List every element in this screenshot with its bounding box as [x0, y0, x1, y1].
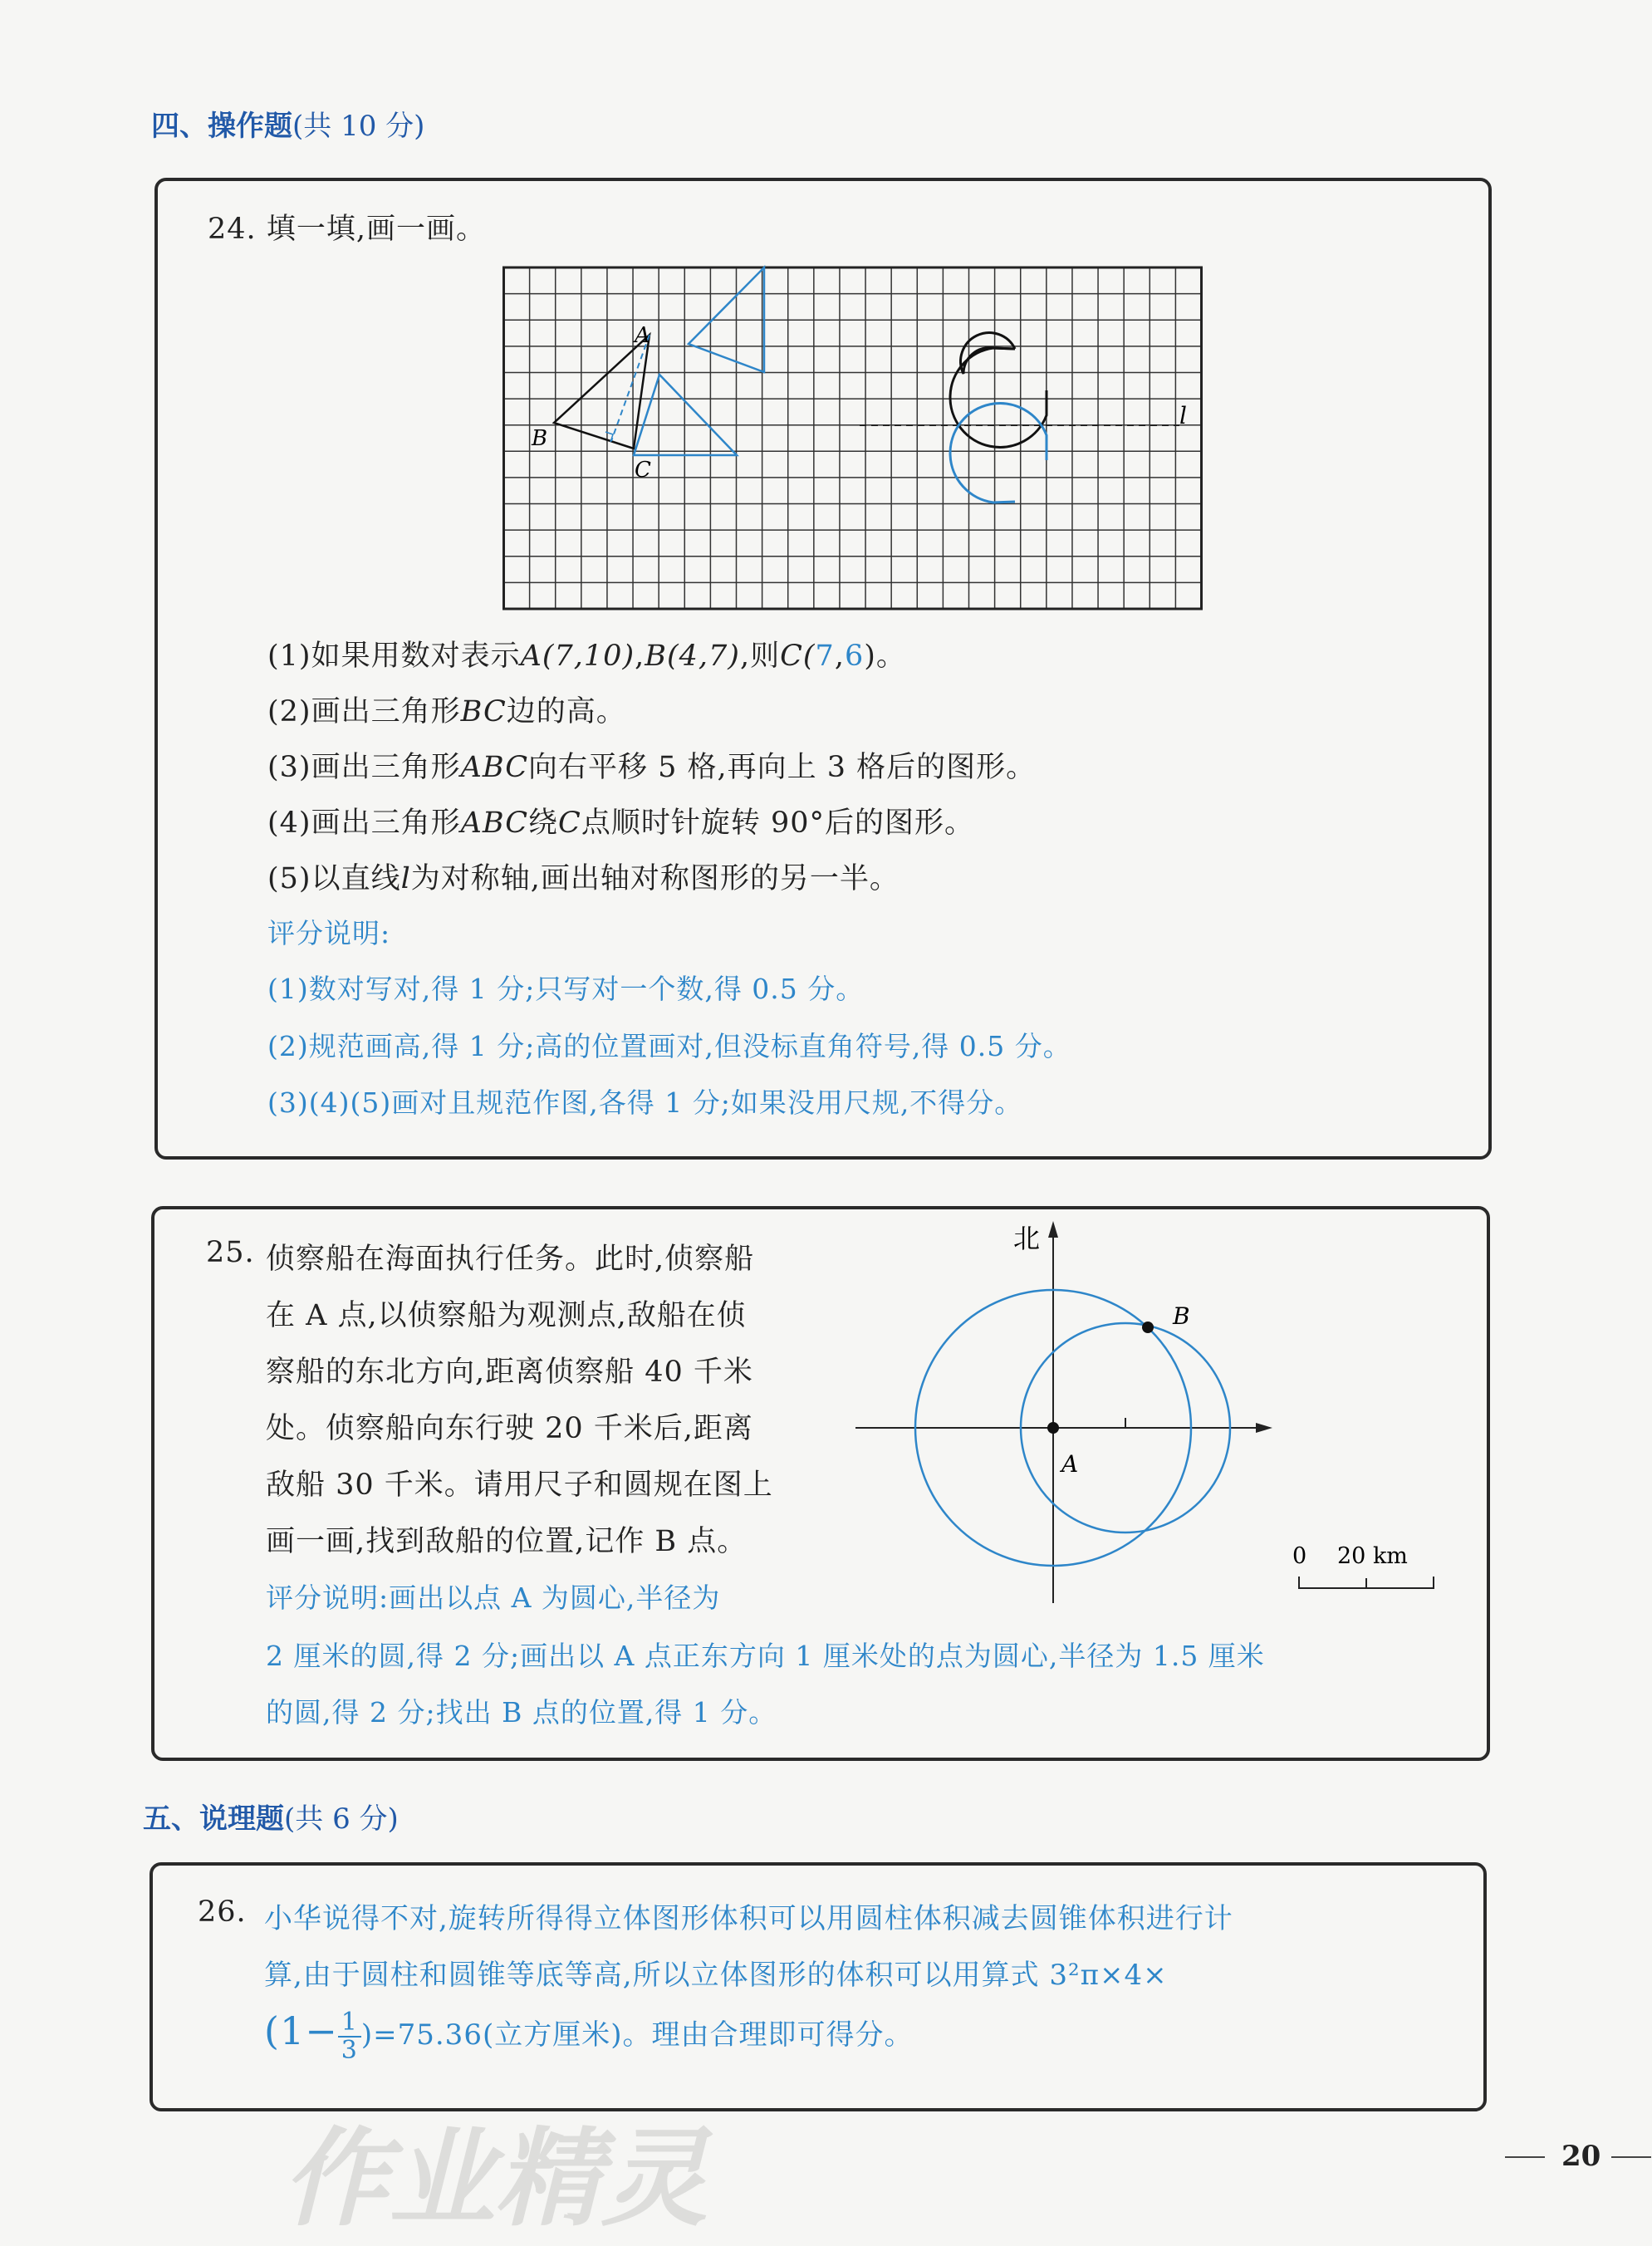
point-a — [1047, 1422, 1059, 1434]
q24-item-5-end: 为对称轴,画出轴对称图形的另一半。 — [410, 862, 900, 895]
q24-item-1-end: )。 — [864, 640, 906, 673]
label-a: A — [635, 323, 650, 348]
q25-scoring-3: 的圆,得 2 分;找出 B 点的位置,得 1 分。 — [266, 1696, 777, 1729]
label-a: A — [1061, 1450, 1079, 1478]
q25-line-3: 察船的东北方向,距离侦察船 40 千米 — [266, 1356, 753, 1389]
page-number-rule-left — [1505, 2156, 1545, 2158]
q25-scoring-1: 评分说明:画出以点 A 为圆心,半径为 — [266, 1582, 721, 1614]
q26-frac-num: 1 — [338, 2009, 361, 2038]
q25-line-2: 在 A 点,以侦察船为观测点,敌船在侦 — [266, 1299, 747, 1332]
q25-line-5: 敌船 30 千米。请用尺子和圆规在图上 — [266, 1469, 773, 1502]
q24-item-5-text: (5)以直线 — [267, 862, 401, 895]
east-arrow — [1256, 1423, 1272, 1433]
grid-lines — [504, 267, 1202, 609]
q24-item-3-abc: ABC — [460, 751, 529, 784]
point-b — [1142, 1322, 1154, 1333]
page-number: 20 — [1561, 2140, 1601, 2173]
question-24-grid-figure — [498, 264, 1204, 613]
q26-expr-open: (1− — [264, 2008, 338, 2053]
q24-item-1-a: A(7,10) — [520, 640, 635, 673]
q24-item-2-bc: BC — [460, 695, 507, 728]
grid-frame — [504, 267, 1202, 609]
q24-scoring-3: (3)(4)(5)画对且规范作图,各得 1 分;如果没用尺规,不得分。 — [267, 1086, 1023, 1119]
original-half-outline — [950, 348, 1047, 447]
q24-item-3 — [267, 744, 1036, 786]
q24-item-4-abc: ABC — [460, 807, 529, 840]
q24-item-3-end: 向右平移 5 格,再向上 3 格后的图形。 — [528, 751, 1037, 784]
q24-item-1-b: B(4,7) — [645, 640, 740, 673]
q24-item-1-sep: , — [635, 640, 645, 673]
q24-answer-1: 7 — [815, 640, 835, 673]
page-number-rule-right — [1611, 2156, 1651, 2158]
q25-line-4: 处。侦察船向东行驶 20 千米后,距离 — [266, 1412, 753, 1445]
q24-item-2 — [267, 689, 626, 730]
question-25-figure — [847, 1213, 1445, 1611]
section-4-title: 四、操作题 — [151, 110, 292, 143]
scale-zero: 0 — [1292, 1543, 1307, 1569]
q24-item-1-then: ,则 — [739, 640, 781, 673]
label-l: l — [1179, 402, 1187, 429]
label-b: B — [1173, 1302, 1190, 1330]
triangle-abc — [554, 335, 650, 449]
q24-item-5 — [267, 856, 900, 897]
section-5-heading — [143, 1796, 399, 1837]
q24-item-4-text: (4)画出三角形 — [267, 807, 461, 840]
q25-number: 25. — [206, 1236, 255, 1269]
question-24-title — [208, 206, 486, 248]
q24-item-1-c: C( — [780, 640, 816, 673]
section-4-score: (共 10 分) — [292, 110, 425, 143]
q25-line-6: 画一画,找到敌船的位置,记作 B 点。 — [266, 1525, 748, 1558]
section-5-score: (共 6 分) — [284, 1802, 399, 1836]
question-24-prompt: 填一填,画一画。 — [266, 213, 486, 246]
q24-item-2-end: 边的高。 — [506, 695, 626, 728]
q26-expr-close: )=75.36(立方厘米)。理由合理即可得分。 — [360, 2018, 914, 2052]
north-arrow — [1048, 1221, 1058, 1238]
q24-scoring-1: (1)数对写对,得 1 分;只写对一个数,得 0.5 分。 — [267, 973, 865, 1005]
q24-answer-2: 6 — [844, 640, 865, 673]
q24-item-4-mid: 绕 — [528, 807, 559, 840]
q24-scoring-title: 评分说明: — [267, 917, 391, 949]
q24-item-4 — [267, 800, 974, 841]
q25-scoring-2: 2 厘米的圆,得 2 分;画出以 A 点正东方向 1 厘米处的点为圆心,半径为 1.5 厘米 — [266, 1640, 1265, 1672]
q24-item-2-text: (2)画出三角形 — [267, 695, 461, 728]
q26-line-3 — [264, 2008, 913, 2064]
q24-item-3-text: (3)画出三角形 — [267, 751, 461, 784]
q25-line-1: 侦察船在海面执行任务。此时,侦察船 — [266, 1243, 755, 1276]
label-b: B — [532, 426, 548, 451]
q24-item-5-l: l — [400, 862, 411, 895]
watermark: 作业精灵 — [282, 2117, 708, 2241]
q26-line-2: 算,由于圆柱和圆锥等底等高,所以立体图形的体积可以用算式 3²π×4× — [264, 1959, 1168, 1992]
q24-item-4-end: 点顺时针旋转 90°后的图形。 — [581, 807, 974, 840]
section-4-heading — [151, 103, 424, 144]
label-c: C — [635, 458, 651, 483]
q24-item-1 — [267, 633, 906, 674]
q24-scoring-2: (2)规范画高,得 1 分;高的位置画对,但没标直角符号,得 0.5 分。 — [267, 1030, 1071, 1062]
q24-item-1-comma: , — [834, 640, 845, 673]
section-5-title: 五、说理题 — [143, 1802, 284, 1836]
q26-fraction — [338, 2009, 361, 2064]
scale-label: 20 km — [1337, 1543, 1408, 1569]
q26-frac-den: 3 — [341, 2036, 358, 2065]
q26-number: 26. — [198, 1895, 247, 1929]
north-label: 北 — [1013, 1223, 1041, 1254]
q26-line-1: 小华说得不对,旋转所得得立体图形体积可以用圆柱体积减去圆锥体积进行计 — [264, 1902, 1233, 1935]
q24-item-1-prefix: (1)如果用数对表示 — [267, 640, 521, 673]
q24-item-4-c: C — [558, 807, 581, 840]
question-24-number: 24. — [208, 213, 257, 246]
